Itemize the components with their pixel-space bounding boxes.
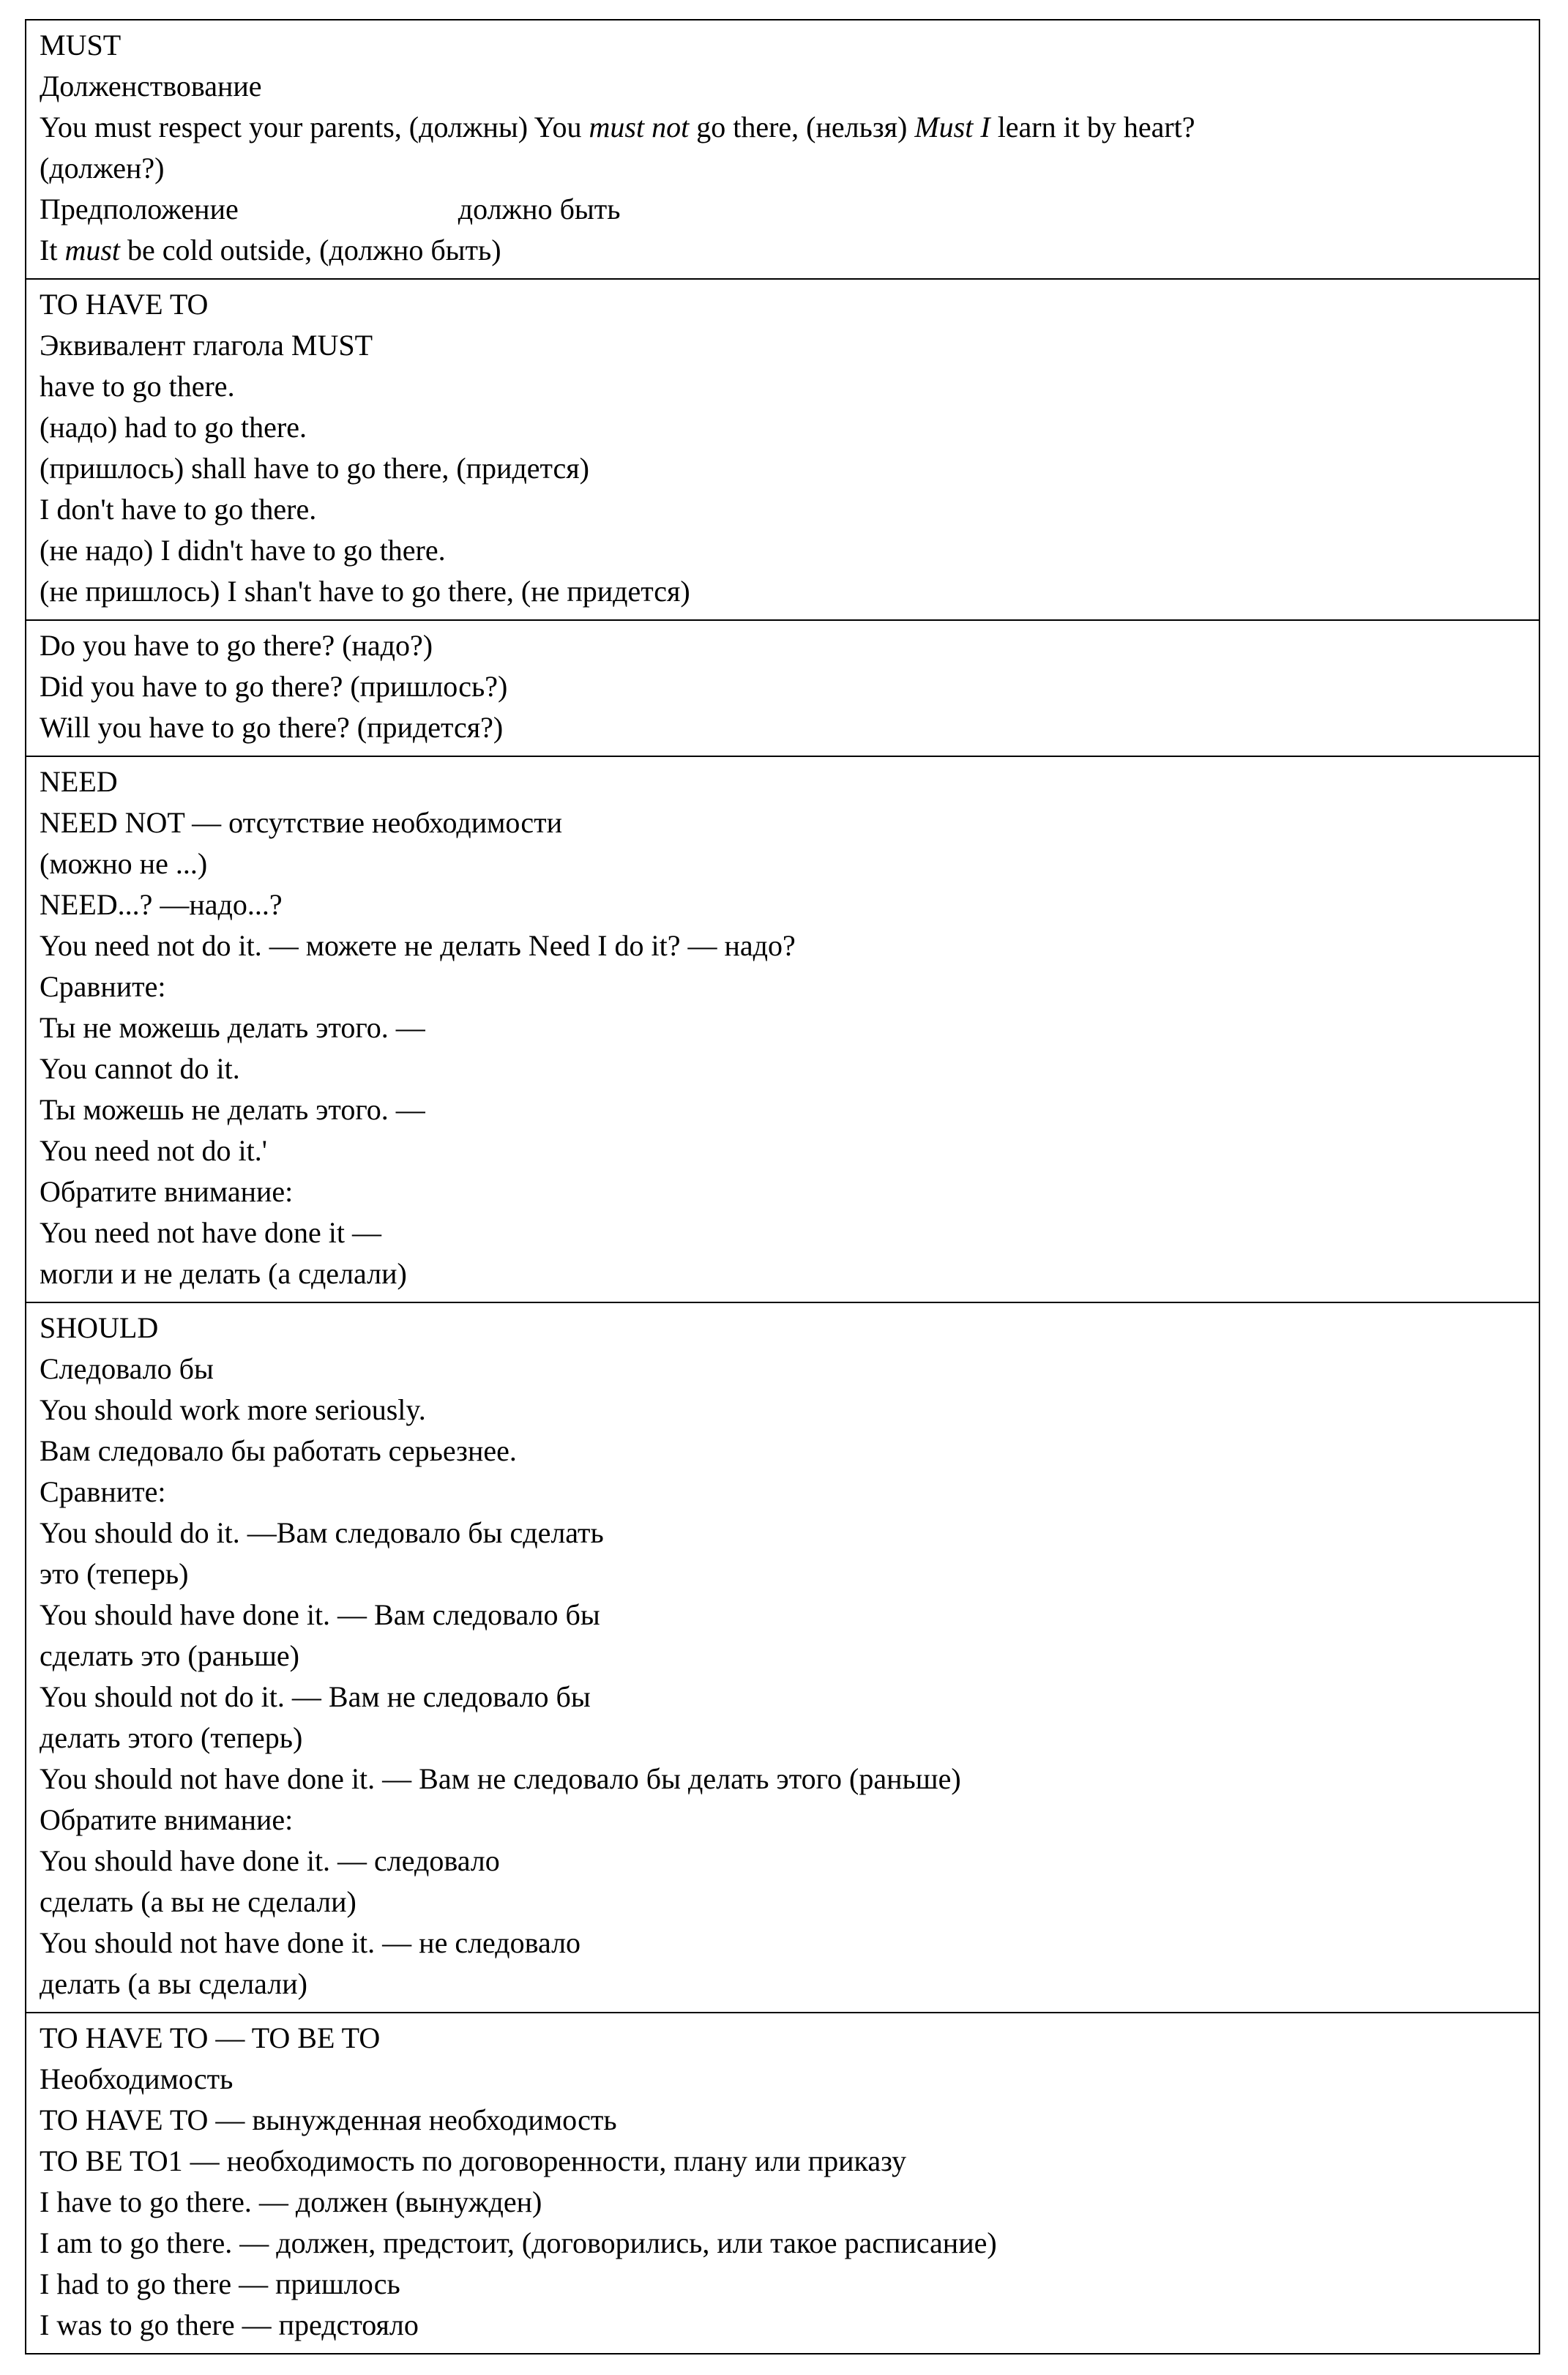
text-line: (не пришлось) I shan't have to go there, (не придется) — [40, 575, 690, 608]
text-line: TO HAVE TO — TO BE TO — [40, 2021, 381, 2054]
section-to-have-to — [26, 279, 1539, 620]
text-line: You should work more seriously. — [40, 1393, 426, 1426]
text-line — [40, 189, 1528, 230]
section-should — [26, 1302, 1539, 2013]
text-line: I have to go there. — должен (вынужден) — [40, 2185, 542, 2218]
grammar-table — [25, 19, 1540, 2355]
text-line: You need not do it. — можете не делать Need I do it? — надо? — [40, 929, 796, 962]
text-line: You should have done it. — Вам следовало бы — [40, 1598, 600, 1631]
plain-text: go there, (нельзя) — [689, 111, 915, 143]
text-line: NEED — [40, 765, 118, 798]
text-line: (можно не ...) — [40, 847, 208, 880]
section-need — [26, 756, 1539, 1302]
text-line: You should have done it. — следовало — [40, 1844, 500, 1877]
text-line: это (теперь) — [40, 1557, 189, 1590]
text-line: MUST — [40, 29, 122, 61]
text-line: You should not have done it. — не следовало — [40, 1926, 581, 1959]
text-line — [40, 107, 1528, 148]
text-line: Сравните: — [40, 970, 166, 1003]
plain-text: You must respect your parents, (должны) You — [40, 111, 589, 143]
text-line: Вам следовало бы работать серьезнее. — [40, 1434, 517, 1467]
table-row — [26, 279, 1539, 620]
emphasis-text: must not — [589, 111, 690, 143]
text-line: Обратите внимание: — [40, 1803, 294, 1836]
table-row — [26, 1302, 1539, 2013]
section-to-have-to-to-be-to — [26, 2013, 1539, 2354]
grammar-table-body — [26, 20, 1539, 2354]
text-line: You cannot do it. — [40, 1052, 240, 1085]
text-line: TO BE TO1 — необходимость по договоренности, плану или приказу — [40, 2144, 907, 2177]
text-line: сделать (а вы не сделали) — [40, 1885, 356, 1918]
text-line: Обратите внимание: — [40, 1175, 294, 1208]
plain-text: It — [40, 234, 65, 266]
text-line: Ты не можешь делать этого. — — [40, 1011, 425, 1044]
table-row — [26, 620, 1539, 756]
table-row — [26, 756, 1539, 1302]
text-line: Ты можешь не делать этого. — — [40, 1093, 425, 1126]
text-line: You need not have done it — — [40, 1216, 381, 1249]
emphasis-text: Must I — [914, 111, 990, 143]
text-line: TO HAVE TO — вынужденная необходимость — [40, 2103, 617, 2136]
emphasis-text: must — [64, 234, 121, 266]
text-line: have to go there. — [40, 370, 235, 403]
text-line: Did you have to go there? (пришлось?) — [40, 670, 508, 703]
text-line: I had to go there — пришлось — [40, 2267, 400, 2300]
text-line: сделать это (раньше) — [40, 1639, 299, 1672]
plain-text: должно быть — [458, 193, 621, 225]
plain-text: be cold outside, (должно быть) — [120, 234, 501, 266]
text-line: (не надо) I didn't have to go there. — [40, 534, 446, 567]
text-line: Will you have to go there? (придется?) — [40, 711, 504, 744]
table-row — [26, 20, 1539, 279]
text-line: Эквивалент глагола MUST — [40, 329, 373, 362]
text-line: You need not do it.' — [40, 1134, 267, 1167]
text-line: (надо) had to go there. — [40, 411, 307, 444]
text-line: NEED NOT — отсутствие необходимости — [40, 806, 563, 839]
text-line: делать (а вы сделали) — [40, 1967, 307, 2000]
plain-text: learn it by heart? — [990, 111, 1195, 143]
text-line: I was to go there — предстояло — [40, 2308, 419, 2341]
text-line: You should do it. —Вам следовало бы сделать — [40, 1516, 604, 1549]
text-line: Следовало бы — [40, 1352, 214, 1385]
text-line: могли и не делать (а сделали) — [40, 1257, 407, 1290]
text-line: NEED...? —надо...? — [40, 888, 283, 921]
text-line: (должен?) — [40, 152, 165, 184]
plain-text: Предположение — [40, 193, 239, 225]
text-line: I don't have to go there. — [40, 493, 317, 526]
section-to-have-to-questions — [26, 620, 1539, 756]
text-line: (пришлось) shall have to go there, (придется) — [40, 452, 589, 485]
text-line: SHOULD — [40, 1311, 159, 1344]
text-line: You should not do it. — Вам не следовало бы — [40, 1680, 591, 1713]
text-line: I am to go there. — должен, предстоит, (договорились, или такое расписание) — [40, 2226, 997, 2259]
text-line: Долженствование — [40, 70, 262, 102]
text-line: TO HAVE TO — [40, 288, 209, 321]
table-row — [26, 2013, 1539, 2354]
section-must — [26, 20, 1539, 279]
text-line: Do you have to go there? (надо?) — [40, 629, 433, 662]
text-line: делать этого (теперь) — [40, 1721, 303, 1754]
text-line: Сравните: — [40, 1475, 166, 1508]
text-line — [40, 230, 1528, 271]
text-line: Необходимость — [40, 2062, 234, 2095]
text-line: You should not have done it. — Вам не следовало бы делать этого (раньше) — [40, 1762, 961, 1795]
